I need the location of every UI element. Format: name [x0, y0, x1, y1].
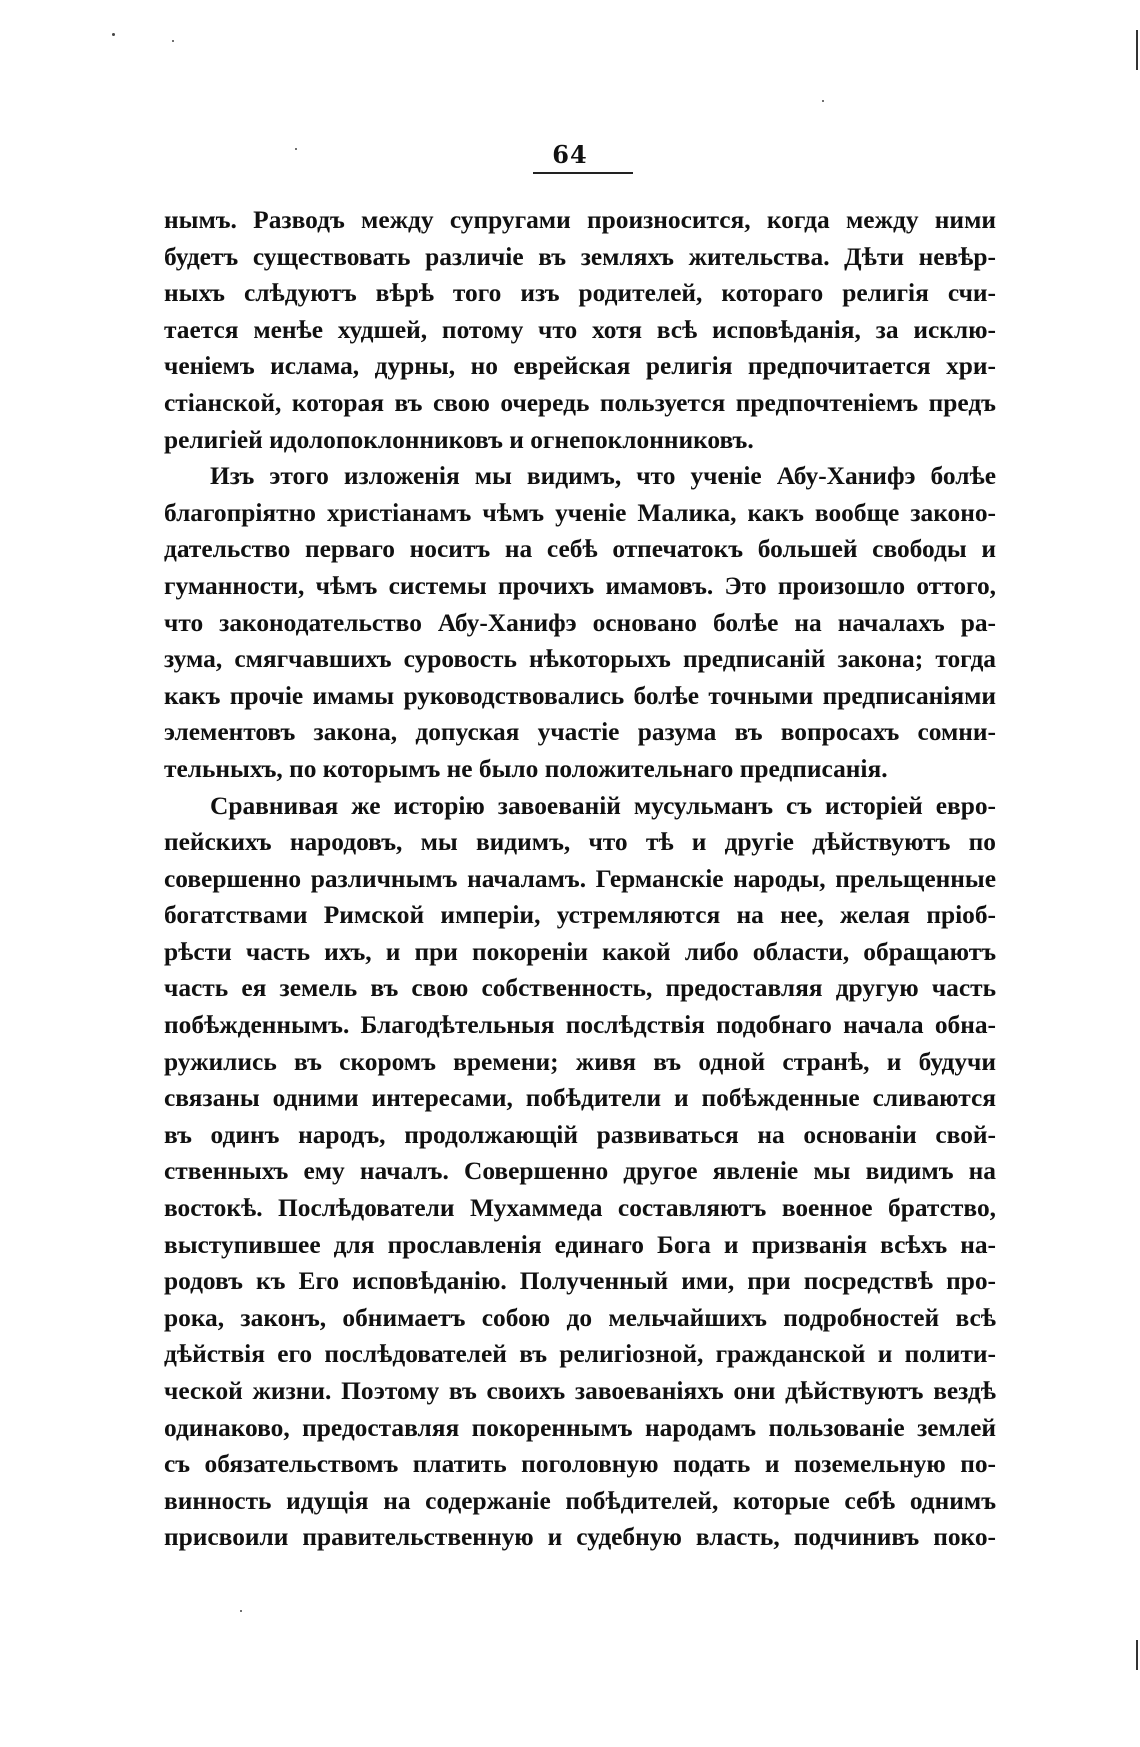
scan-speck: [240, 1610, 242, 1612]
text-line: что законодательство Абу-Ханифэ основано болѣе на началахъ ра-: [164, 608, 996, 637]
text-line: рока, законъ, обнимаетъ собою до мельчайшихъ подробностей всѣ: [164, 1303, 996, 1332]
scan-edge-mark: [1136, 30, 1138, 70]
text-line: винность идущія на содержаніе побѣдителей, которые себѣ однимъ: [164, 1486, 996, 1515]
text-line: востокѣ. Послѣдователи Мухаммеда составляютъ военное братство,: [164, 1194, 996, 1223]
text-line: Сравнивая же исторію завоеваній мусульманъ съ исторіей евро-: [210, 791, 996, 820]
paragraph-1: [164, 202, 996, 458]
text-line: элементовъ закона, допуская участіе разума въ вопросахъ сомни-: [164, 718, 996, 747]
page-number: 64: [552, 140, 588, 169]
text-line: какъ прочіе имамы руководствовались болѣе точными предписаніями: [164, 681, 996, 710]
paragraph-3: [164, 788, 996, 1556]
scan-edge-mark: [1136, 1640, 1138, 1670]
text-line: ныхъ слѣдуютъ вѣрѣ того изъ родителей, котораго религія счи-: [164, 279, 996, 308]
text-line: часть ея земель въ свою собственность, предоставляя другую часть: [164, 974, 996, 1003]
text-line: связаны одними интересами, побѣдители и побѣжденные сливаются: [164, 1084, 996, 1113]
text-line: ченіемъ ислама, дурны, но еврейская религія предпочитается хри-: [164, 352, 996, 381]
text-body: [164, 202, 996, 1556]
scan-speck: [295, 148, 297, 150]
text-line: благопріятно христіанамъ чѣмъ ученіе Малика, какъ вообще законо-: [164, 498, 996, 527]
text-line: зума, смягчавшихъ суровость нѣкоторыхъ предписаній закона; тогда: [164, 645, 996, 674]
text-line: тельныхъ, по которымъ не было положительнаго предписанія.: [164, 754, 888, 783]
text-line: тается менѣе худшей, потому что хотя всѣ исповѣданія, за исклю-: [164, 315, 996, 344]
text-line: въ одинъ народъ, продолжающій развиваться на основаніи свой-: [164, 1120, 996, 1149]
text-line: Изъ этого изложенія мы видимъ, что ученіе Абу-Ханифэ болѣе: [210, 462, 996, 491]
text-line: религіей идолопоклонниковъ и огнепоклонниковъ.: [164, 425, 754, 454]
paragraph-2: [164, 458, 996, 787]
text-line: съ обязательствомъ платить поголовную подать и поземельную по-: [164, 1450, 996, 1479]
text-line: богатствами Римской имперіи, устремляются на нее, желая пріоб-: [164, 901, 996, 930]
text-line: выступившее для прославленія единаго Бога и призванія всѣхъ на-: [164, 1230, 996, 1259]
text-line: будетъ существовать различіе въ земляхъ жительства. Дѣти невѣр-: [164, 242, 996, 271]
text-line: рѣсти часть ихъ, и при покореніи какой либо области, обращаютъ: [164, 937, 996, 966]
text-line: дѣйствія его послѣдователей въ религіозной, гражданской и полити-: [164, 1340, 996, 1369]
text-line: побѣжденнымъ. Благодѣтельныя послѣдствія подобнаго начала обна-: [164, 1011, 996, 1040]
scan-speck: [112, 33, 115, 36]
text-line: одинаково, предоставляя покореннымъ народамъ пользованіе землей: [164, 1413, 996, 1442]
text-line: совершенно различнымъ началамъ. Германскіе народы, прельщенные: [164, 864, 996, 893]
text-line: гуманности, чѣмъ системы прочихъ имамовъ. Это произошло оттого,: [164, 571, 996, 600]
text-line: дательство перваго носитъ на себѣ отпечатокъ большей свободы и: [164, 535, 996, 564]
text-line: ственныхъ ему началъ. Совершенно другое явленіе мы видимъ на: [164, 1157, 996, 1186]
text-line: ружились въ скоромъ времени; живя въ одной странѣ, и будучи: [164, 1047, 996, 1076]
text-line: присвоили правительственную и судебную власть, подчинивъ поко-: [164, 1523, 996, 1552]
text-line: пейскихъ народовъ, мы видимъ, что тѣ и другіе дѣйствуютъ по: [164, 828, 996, 857]
text-line: стіанской, которая въ свою очередь пользуется предпочтеніемъ предъ: [164, 388, 996, 417]
scan-speck: [172, 40, 174, 42]
text-line: нымъ. Разводъ между супругами произносится, когда между ними: [164, 206, 996, 234]
scan-speck: [822, 100, 824, 102]
text-line: ческой жизни. Поэтому въ своихъ завоеваніяхъ они дѣйствуютъ вездѣ: [164, 1377, 996, 1405]
header-rule: [533, 172, 633, 174]
text-line: родовъ къ Его исповѣданію. Полученный ими, при посредствѣ про-: [164, 1267, 996, 1296]
